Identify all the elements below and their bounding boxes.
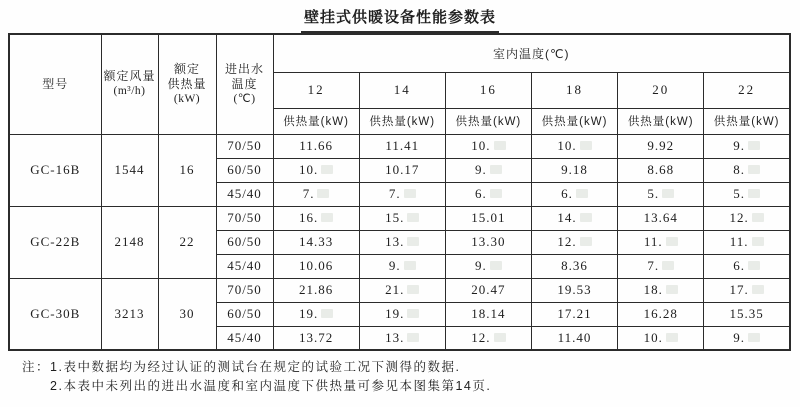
water-temp-cell: 60/50 bbox=[216, 158, 273, 182]
table-row bbox=[9, 278, 790, 302]
page-title-text: 壁挂式供暖设备性能参数表 bbox=[301, 6, 499, 33]
value-cell: 12. bbox=[704, 206, 790, 230]
temp-col-header-16: 16 bbox=[445, 72, 531, 108]
value-cell: 20.47 bbox=[445, 278, 531, 302]
value-cell: 7. bbox=[273, 182, 359, 206]
rated-heat-cell: 30 bbox=[158, 278, 216, 350]
value-cell: 10.17 bbox=[359, 158, 445, 182]
model-cell: GC-16B bbox=[9, 134, 101, 206]
header-rated-heat-cell: 额定 供热量 (kW) bbox=[158, 34, 216, 134]
table-row bbox=[9, 134, 790, 158]
value-cell: 18.14 bbox=[445, 302, 531, 326]
header-water-temp-cell: 进出水 温度 (℃) bbox=[216, 34, 273, 134]
water-temp-cell: 60/50 bbox=[216, 230, 273, 254]
value-cell: 13.72 bbox=[273, 326, 359, 350]
value-cell: 19. bbox=[359, 302, 445, 326]
water-temp-cell: 70/50 bbox=[216, 206, 273, 230]
page-title bbox=[0, 6, 800, 33]
header-model-cell: 型号 bbox=[9, 34, 101, 134]
heat-output-subheader: 供热量(kW) bbox=[618, 108, 704, 134]
temp-col-header-18: 18 bbox=[531, 72, 617, 108]
value-cell: 12. bbox=[445, 326, 531, 350]
temp-col-header-12: 12 bbox=[273, 72, 359, 108]
value-cell: 9. bbox=[704, 134, 790, 158]
value-cell: 9.92 bbox=[618, 134, 704, 158]
heat-output-subheader: 供热量(kW) bbox=[704, 108, 790, 134]
value-cell: 15. bbox=[359, 206, 445, 230]
value-cell: 11. bbox=[704, 230, 790, 254]
value-cell: 8. bbox=[704, 158, 790, 182]
value-cell: 10. bbox=[618, 326, 704, 350]
heat-output-subheader: 供热量(kW) bbox=[359, 108, 445, 134]
value-cell: 5. bbox=[618, 182, 704, 206]
value-cell: 6. bbox=[704, 254, 790, 278]
value-cell: 9.18 bbox=[531, 158, 617, 182]
footnote-line-1: 1.表中数据均为经过认证的测试台在规定的试验工况下测得的数据. bbox=[50, 360, 461, 374]
header-airflow-cell: 额定风量 (m³/h) bbox=[101, 34, 158, 134]
value-cell: 9. bbox=[704, 326, 790, 350]
water-temp-cell: 60/50 bbox=[216, 302, 273, 326]
value-cell: 10. bbox=[445, 134, 531, 158]
value-cell: 13. bbox=[359, 230, 445, 254]
value-cell: 17.21 bbox=[531, 302, 617, 326]
value-cell: 13. bbox=[359, 326, 445, 350]
params-table bbox=[8, 33, 791, 351]
value-cell: 9. bbox=[445, 254, 531, 278]
value-cell: 21.86 bbox=[273, 278, 359, 302]
header-indoor-temp-cell: 室内温度(℃) bbox=[273, 34, 790, 72]
value-cell: 9. bbox=[359, 254, 445, 278]
value-cell: 8.68 bbox=[618, 158, 704, 182]
model-cell: GC-30B bbox=[9, 278, 101, 350]
rated-heat-cell: 16 bbox=[158, 134, 216, 206]
water-temp-cell: 45/40 bbox=[216, 182, 273, 206]
value-cell: 9. bbox=[445, 158, 531, 182]
footnotes bbox=[22, 358, 491, 396]
value-cell: 11.40 bbox=[531, 326, 617, 350]
value-cell: 6. bbox=[445, 182, 531, 206]
value-cell: 21. bbox=[359, 278, 445, 302]
value-cell: 14. bbox=[531, 206, 617, 230]
footnotes-label: 注： bbox=[22, 360, 51, 374]
value-cell: 13.64 bbox=[618, 206, 704, 230]
value-cell: 16.28 bbox=[618, 302, 704, 326]
value-cell: 11.66 bbox=[273, 134, 359, 158]
airflow-cell: 3213 bbox=[101, 278, 158, 350]
value-cell: 11. bbox=[618, 230, 704, 254]
heat-output-subheader: 供热量(kW) bbox=[273, 108, 359, 134]
value-cell: 13.30 bbox=[445, 230, 531, 254]
value-cell: 12. bbox=[531, 230, 617, 254]
table-row bbox=[9, 206, 790, 230]
value-cell: 11.41 bbox=[359, 134, 445, 158]
temp-col-header-22: 22 bbox=[704, 72, 790, 108]
value-cell: 5. bbox=[704, 182, 790, 206]
model-cell: GC-22B bbox=[9, 206, 101, 278]
water-temp-cell: 70/50 bbox=[216, 278, 273, 302]
footnotes-body bbox=[50, 358, 491, 396]
value-cell: 10. bbox=[273, 158, 359, 182]
temp-col-header-14: 14 bbox=[359, 72, 445, 108]
rated-heat-cell: 22 bbox=[158, 206, 216, 278]
water-temp-cell: 45/40 bbox=[216, 254, 273, 278]
value-cell: 10. bbox=[531, 134, 617, 158]
value-cell: 7. bbox=[618, 254, 704, 278]
temp-col-header-20: 20 bbox=[618, 72, 704, 108]
value-cell: 14.33 bbox=[273, 230, 359, 254]
airflow-cell: 1544 bbox=[101, 134, 158, 206]
value-cell: 7. bbox=[359, 182, 445, 206]
value-cell: 18. bbox=[618, 278, 704, 302]
value-cell: 6. bbox=[531, 182, 617, 206]
value-cell: 15.01 bbox=[445, 206, 531, 230]
value-cell: 19.53 bbox=[531, 278, 617, 302]
value-cell: 8.36 bbox=[531, 254, 617, 278]
value-cell: 15.35 bbox=[704, 302, 790, 326]
water-temp-cell: 70/50 bbox=[216, 134, 273, 158]
value-cell: 17. bbox=[704, 278, 790, 302]
value-cell: 10.06 bbox=[273, 254, 359, 278]
value-cell: 16. bbox=[273, 206, 359, 230]
footnote-line-2: 2.本表中未列出的进出水温度和室内温度下供热量可参见本图集第14页. bbox=[50, 379, 492, 393]
heat-output-subheader: 供热量(kW) bbox=[445, 108, 531, 134]
heat-output-subheader: 供热量(kW) bbox=[531, 108, 617, 134]
value-cell: 19. bbox=[273, 302, 359, 326]
airflow-cell: 2148 bbox=[101, 206, 158, 278]
water-temp-cell: 45/40 bbox=[216, 326, 273, 350]
